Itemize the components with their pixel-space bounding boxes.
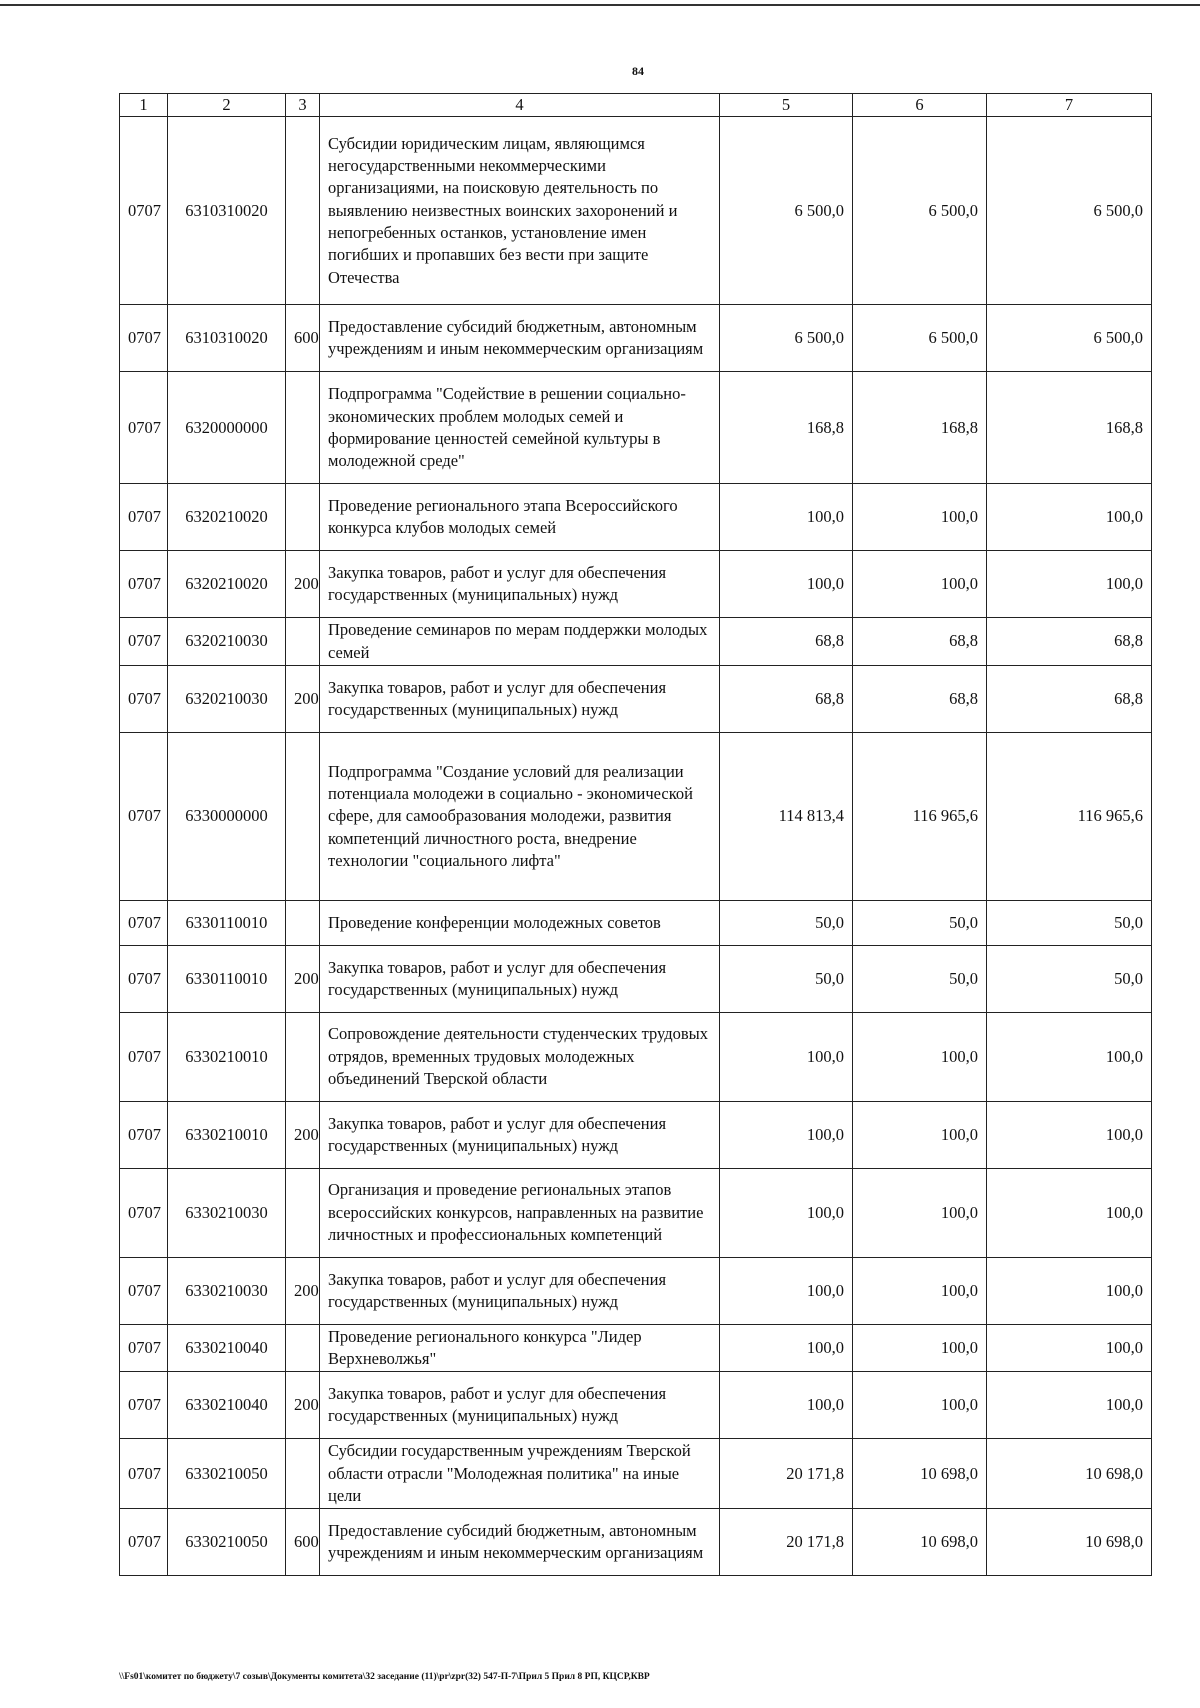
target-code-cell: 6320000000 bbox=[168, 372, 286, 484]
expense-type-cell bbox=[286, 1439, 320, 1509]
amount-col5-cell: 100,0 bbox=[720, 551, 853, 618]
amount-col6-cell: 100,0 bbox=[853, 1372, 987, 1439]
table-row bbox=[120, 372, 1152, 484]
amount-col5-cell: 100,0 bbox=[720, 1257, 853, 1324]
target-code-cell: 6330210040 bbox=[168, 1372, 286, 1439]
amount-col6-cell: 10 698,0 bbox=[853, 1439, 987, 1509]
expense-type-cell bbox=[286, 1324, 320, 1372]
target-code-cell: 6330210030 bbox=[168, 1257, 286, 1324]
amount-col5-cell: 20 171,8 bbox=[720, 1439, 853, 1509]
table-row bbox=[120, 665, 1152, 732]
header-cell: 5 bbox=[720, 94, 853, 117]
amount-col7-cell: 168,8 bbox=[987, 372, 1152, 484]
amount-col6-cell: 6 500,0 bbox=[853, 117, 987, 305]
amount-col7-cell: 6 500,0 bbox=[987, 305, 1152, 372]
amount-col6-cell: 100,0 bbox=[853, 1101, 987, 1168]
expense-type-cell bbox=[286, 1168, 320, 1257]
amount-col6-cell: 168,8 bbox=[853, 372, 987, 484]
section-code-cell: 0707 bbox=[120, 900, 168, 945]
target-code-cell: 6310310020 bbox=[168, 117, 286, 305]
section-code-cell: 0707 bbox=[120, 305, 168, 372]
amount-col5-cell: 20 171,8 bbox=[720, 1509, 853, 1576]
target-code-cell: 6310310020 bbox=[168, 305, 286, 372]
section-code-cell: 0707 bbox=[120, 1439, 168, 1509]
target-code-cell: 6320210030 bbox=[168, 665, 286, 732]
header-cell: 6 bbox=[853, 94, 987, 117]
amount-col5-cell: 100,0 bbox=[720, 1168, 853, 1257]
expense-type-cell bbox=[286, 618, 320, 666]
expense-type-cell: 600 bbox=[286, 305, 320, 372]
table-row bbox=[120, 551, 1152, 618]
header-cell: 7 bbox=[987, 94, 1152, 117]
section-code-cell: 0707 bbox=[120, 1168, 168, 1257]
amount-col7-cell: 100,0 bbox=[987, 1168, 1152, 1257]
amount-col7-cell: 10 698,0 bbox=[987, 1509, 1152, 1576]
amount-col6-cell: 100,0 bbox=[853, 1324, 987, 1372]
name-cell: Проведение конференции молодежных советов bbox=[320, 900, 720, 945]
amount-col5-cell: 68,8 bbox=[720, 618, 853, 666]
table-row bbox=[120, 1101, 1152, 1168]
table-row bbox=[120, 1012, 1152, 1101]
table-row bbox=[120, 900, 1152, 945]
amount-col5-cell: 6 500,0 bbox=[720, 305, 853, 372]
expense-type-cell: 600 bbox=[286, 1509, 320, 1576]
file-path-footer: \\Fs01\комитет по бюджету\7 созыв\Документы комитета\32 заседание (11)\pr\zpr(32) 547-П-7\Прил 5 Прил 8 РП, КЦСР,КВР bbox=[119, 1672, 650, 1682]
target-code-cell: 6330210050 bbox=[168, 1439, 286, 1509]
amount-col5-cell: 50,0 bbox=[720, 900, 853, 945]
name-cell: Подпрограмма "Создание условий для реализации потенциала молодежи в социально - экономической сфере, для самообразования молодежи, развития компетенций личностного роста, внедрение технологии "социального лифта" bbox=[320, 732, 720, 900]
expense-type-cell: 200 bbox=[286, 1372, 320, 1439]
amount-col6-cell: 116 965,6 bbox=[853, 732, 987, 900]
expense-type-cell: 200 bbox=[286, 1101, 320, 1168]
amount-col5-cell: 6 500,0 bbox=[720, 117, 853, 305]
section-code-cell: 0707 bbox=[120, 1324, 168, 1372]
name-cell: Закупка товаров, работ и услуг для обеспечения государственных (муниципальных) нужд bbox=[320, 1101, 720, 1168]
amount-col7-cell: 68,8 bbox=[987, 618, 1152, 666]
header-cell: 3 bbox=[286, 94, 320, 117]
name-cell: Закупка товаров, работ и услуг для обеспечения государственных (муниципальных) нужд bbox=[320, 1372, 720, 1439]
amount-col5-cell: 100,0 bbox=[720, 1012, 853, 1101]
expense-type-cell bbox=[286, 372, 320, 484]
section-code-cell: 0707 bbox=[120, 117, 168, 305]
amount-col6-cell: 100,0 bbox=[853, 1168, 987, 1257]
name-cell: Закупка товаров, работ и услуг для обеспечения государственных (муниципальных) нужд bbox=[320, 665, 720, 732]
expense-type-cell: 200 bbox=[286, 1257, 320, 1324]
expense-type-cell bbox=[286, 484, 320, 551]
name-cell: Организация и проведение региональных этапов всероссийских конкурсов, направленных на развитие личностных и профессиональных компетенций bbox=[320, 1168, 720, 1257]
expense-type-cell: 200 bbox=[286, 945, 320, 1012]
target-code-cell: 6330210010 bbox=[168, 1101, 286, 1168]
amount-col7-cell: 100,0 bbox=[987, 1372, 1152, 1439]
name-cell: Сопровождение деятельности студенческих трудовых отрядов, временных трудовых молодежных объединений Тверской области bbox=[320, 1012, 720, 1101]
section-code-cell: 0707 bbox=[120, 1012, 168, 1101]
amount-col7-cell: 10 698,0 bbox=[987, 1439, 1152, 1509]
amount-col7-cell: 100,0 bbox=[987, 484, 1152, 551]
table-row bbox=[120, 618, 1152, 666]
amount-col7-cell: 6 500,0 bbox=[987, 117, 1152, 305]
expense-type-cell bbox=[286, 1012, 320, 1101]
table-row bbox=[120, 1324, 1152, 1372]
table-row bbox=[120, 1509, 1152, 1576]
expense-type-cell bbox=[286, 117, 320, 305]
amount-col5-cell: 114 813,4 bbox=[720, 732, 853, 900]
amount-col6-cell: 68,8 bbox=[853, 665, 987, 732]
target-code-cell: 6320210020 bbox=[168, 484, 286, 551]
section-code-cell: 0707 bbox=[120, 551, 168, 618]
amount-col7-cell: 100,0 bbox=[987, 1101, 1152, 1168]
target-code-cell: 6330210030 bbox=[168, 1168, 286, 1257]
section-code-cell: 0707 bbox=[120, 1372, 168, 1439]
amount-col7-cell: 116 965,6 bbox=[987, 732, 1152, 900]
amount-col5-cell: 100,0 bbox=[720, 1324, 853, 1372]
section-code-cell: 0707 bbox=[120, 945, 168, 1012]
amount-col7-cell: 100,0 bbox=[987, 551, 1152, 618]
section-code-cell: 0707 bbox=[120, 484, 168, 551]
name-cell: Предоставление субсидий бюджетным, автономным учреждениям и иным некоммерческим организациям bbox=[320, 305, 720, 372]
name-cell: Субсидии юридическим лицам, являющимся негосударственными некоммерческими организациями, на поисковую деятельность по выявлению неизвестных воинских захоронений и непогребенных останков, установление имен погибших и пропавших без вести при защите Отечества bbox=[320, 117, 720, 305]
section-code-cell: 0707 bbox=[120, 1509, 168, 1576]
amount-col7-cell: 100,0 bbox=[987, 1257, 1152, 1324]
target-code-cell: 6330210040 bbox=[168, 1324, 286, 1372]
section-code-cell: 0707 bbox=[120, 372, 168, 484]
amount-col5-cell: 100,0 bbox=[720, 1372, 853, 1439]
header-cell: 1 bbox=[120, 94, 168, 117]
amount-col6-cell: 6 500,0 bbox=[853, 305, 987, 372]
section-code-cell: 0707 bbox=[120, 618, 168, 666]
amount-col6-cell: 100,0 bbox=[853, 1012, 987, 1101]
section-code-cell: 0707 bbox=[120, 732, 168, 900]
amount-col6-cell: 100,0 bbox=[853, 484, 987, 551]
target-code-cell: 6330000000 bbox=[168, 732, 286, 900]
table-row bbox=[120, 945, 1152, 1012]
table-row bbox=[120, 732, 1152, 900]
amount-col7-cell: 50,0 bbox=[987, 945, 1152, 1012]
name-cell: Проведение регионального этапа Всероссийского конкурса клубов молодых семей bbox=[320, 484, 720, 551]
target-code-cell: 6330110010 bbox=[168, 900, 286, 945]
target-code-cell: 6320210020 bbox=[168, 551, 286, 618]
amount-col7-cell: 100,0 bbox=[987, 1324, 1152, 1372]
target-code-cell: 6330210050 bbox=[168, 1509, 286, 1576]
table-row bbox=[120, 1439, 1152, 1509]
amount-col6-cell: 100,0 bbox=[853, 1257, 987, 1324]
amount-col5-cell: 168,8 bbox=[720, 372, 853, 484]
name-cell: Закупка товаров, работ и услуг для обеспечения государственных (муниципальных) нужд bbox=[320, 1257, 720, 1324]
table-body bbox=[120, 117, 1152, 1576]
header-cell: 2 bbox=[168, 94, 286, 117]
amount-col5-cell: 100,0 bbox=[720, 484, 853, 551]
table-row bbox=[120, 1257, 1152, 1324]
section-code-cell: 0707 bbox=[120, 1101, 168, 1168]
amount-col6-cell: 100,0 bbox=[853, 551, 987, 618]
amount-col5-cell: 100,0 bbox=[720, 1101, 853, 1168]
table-row bbox=[120, 305, 1152, 372]
section-code-cell: 0707 bbox=[120, 1257, 168, 1324]
section-code-cell: 0707 bbox=[120, 665, 168, 732]
budget-table bbox=[119, 93, 1152, 1576]
amount-col7-cell: 68,8 bbox=[987, 665, 1152, 732]
amount-col5-cell: 68,8 bbox=[720, 665, 853, 732]
top-rule bbox=[0, 4, 1200, 6]
name-cell: Закупка товаров, работ и услуг для обеспечения государственных (муниципальных) нужд bbox=[320, 551, 720, 618]
amount-col6-cell: 50,0 bbox=[853, 945, 987, 1012]
amount-col6-cell: 50,0 bbox=[853, 900, 987, 945]
table-row bbox=[120, 484, 1152, 551]
expense-type-cell bbox=[286, 732, 320, 900]
page-number: 84 bbox=[632, 64, 644, 78]
name-cell: Проведение регионального конкурса "Лидер Верхневолжья" bbox=[320, 1324, 720, 1372]
expense-type-cell: 200 bbox=[286, 551, 320, 618]
name-cell: Закупка товаров, работ и услуг для обеспечения государственных (муниципальных) нужд bbox=[320, 945, 720, 1012]
amount-col7-cell: 100,0 bbox=[987, 1012, 1152, 1101]
amount-col6-cell: 68,8 bbox=[853, 618, 987, 666]
expense-type-cell bbox=[286, 900, 320, 945]
expense-type-cell: 200 bbox=[286, 665, 320, 732]
target-code-cell: 6330110010 bbox=[168, 945, 286, 1012]
amount-col7-cell: 50,0 bbox=[987, 900, 1152, 945]
target-code-cell: 6320210030 bbox=[168, 618, 286, 666]
table-row bbox=[120, 1372, 1152, 1439]
name-cell: Предоставление субсидий бюджетным, автономным учреждениям и иным некоммерческим организациям bbox=[320, 1509, 720, 1576]
table-row bbox=[120, 117, 1152, 305]
name-cell: Проведение семинаров по мерам поддержки молодых семей bbox=[320, 618, 720, 666]
name-cell: Субсидии государственным учреждениям Тверской области отрасли "Молодежная политика" на иные цели bbox=[320, 1439, 720, 1509]
amount-col5-cell: 50,0 bbox=[720, 945, 853, 1012]
amount-col6-cell: 10 698,0 bbox=[853, 1509, 987, 1576]
name-cell: Подпрограмма "Содействие в решении социально-экономических проблем молодых семей и формирование ценностей семейной культуры в молодежной среде" bbox=[320, 372, 720, 484]
header-cell: 4 bbox=[320, 94, 720, 117]
table-row bbox=[120, 1168, 1152, 1257]
header-row bbox=[120, 94, 1152, 117]
target-code-cell: 6330210010 bbox=[168, 1012, 286, 1101]
